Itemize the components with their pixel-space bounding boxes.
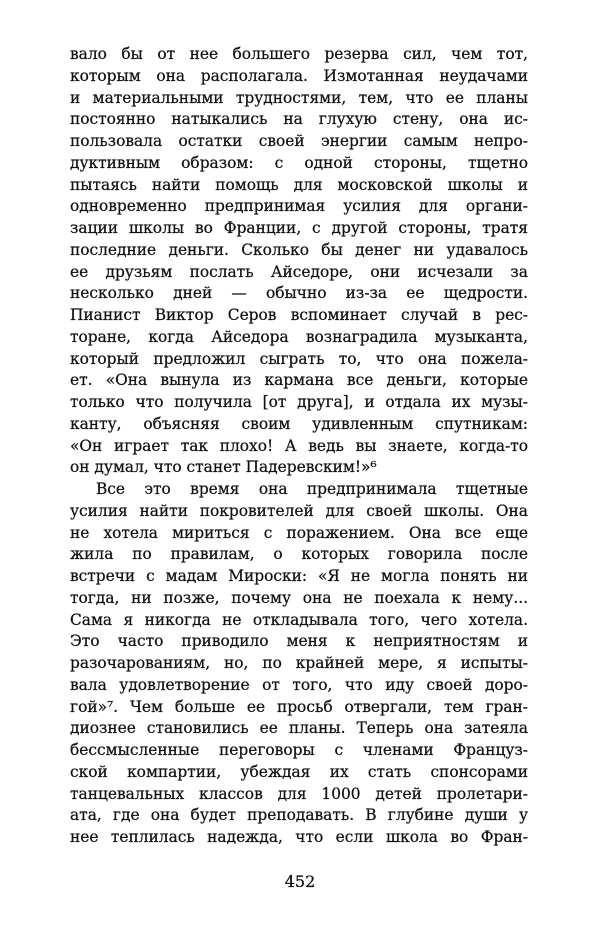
text-line: зации школы во Франции, с другой стороны, тратя — [70, 219, 528, 237]
text-line: несколько дней — обычно из-за ее щедрости. — [70, 284, 528, 303]
text-line: которым она располагала. Измотанная неудачами — [70, 66, 528, 85]
page-number: 452 — [284, 872, 316, 891]
text-line: Сама я никогда не откладывала того, чего хотела. — [70, 610, 528, 629]
text-line: «Он играет так плохо! А ведь вы знаете, когда-то — [70, 436, 528, 455]
text-line: Все это время она предпринимала тщетные — [96, 480, 528, 498]
text-line: бессмысленные переговоры с членами Француз- — [70, 741, 528, 759]
text-line: тогда, ни позже, почему она не поехала к нему... — [70, 588, 528, 607]
text-line: нее теплилась надежда, что если школа во Фран- — [70, 828, 528, 846]
text-line: и материальными трудностями, тем, что ее планы — [70, 88, 528, 107]
text-line: пользовала остатки своей энергии самым непро- — [70, 132, 528, 150]
text-line: диознее становились ее планы. Теперь она затеяла — [70, 719, 528, 738]
text-line: последние деньги. Сколько бы денег ни удавалось — [70, 240, 528, 259]
text-line: который предложил сыграть то, что она пожела- — [70, 349, 528, 368]
text-line: ата, где она будет преподавать. В глубине души у — [70, 806, 528, 825]
text-line: встречи с мадам Мироски: «Я не могла понять ни — [70, 567, 528, 585]
text-line: не хотела мириться с поражением. Она все еще — [70, 523, 528, 542]
text-line: ской компартии, убеждая их стать спонсорами — [70, 762, 528, 781]
paragraph-2 — [70, 479, 528, 849]
text-line: только что получила [от друга], и отдала их музы- — [70, 393, 528, 411]
text-line: Пианист Виктор Серов вспоминает случай в рес- — [70, 306, 528, 324]
text-line: торане, когда Айседора вознаградила музыканта, — [70, 327, 528, 346]
text-line: постоянно натыкались на глухую стену, она ис- — [70, 110, 528, 129]
page-body — [70, 44, 528, 849]
text-line: Это часто приводило меня к неприятностям и — [70, 632, 528, 651]
text-line: ет. «Она вынула из кармана все деньги, которые — [70, 371, 528, 390]
text-line: усилия найти покровителей для своей школы. Она — [70, 501, 528, 520]
paragraph-1 — [70, 44, 528, 479]
text-line: ее друзьям послать Айседоре, они исчезали за — [70, 262, 528, 281]
text-line: жила по правилам, о которых говорила после — [70, 545, 528, 564]
text-line: танцевальных классов для 1000 детей пролетари- — [70, 784, 528, 803]
text-line: одновременно предпринимая усилия для органи- — [70, 197, 528, 216]
text-line: канту, объясняя своим удивленным спутникам: — [70, 414, 528, 433]
text-line: пытаясь найти помощь для московской школы и — [70, 175, 528, 194]
text-line: дуктивным образом: с одной стороны, тщетно — [70, 153, 528, 172]
text-line: вало бы от нее большего резерва сил, чем тот, — [70, 45, 528, 63]
text-line: он думал, что станет Падеревским!»⁶ — [70, 458, 377, 477]
text-line: вала удовлетворение от того, что иду своей доро- — [70, 675, 528, 694]
text-line: разочарованиям, но, по крайней мере, я испыты- — [70, 654, 528, 672]
text-line: гой»⁷. Чем больше ее просьб отвергали, тем гран- — [70, 697, 528, 716]
